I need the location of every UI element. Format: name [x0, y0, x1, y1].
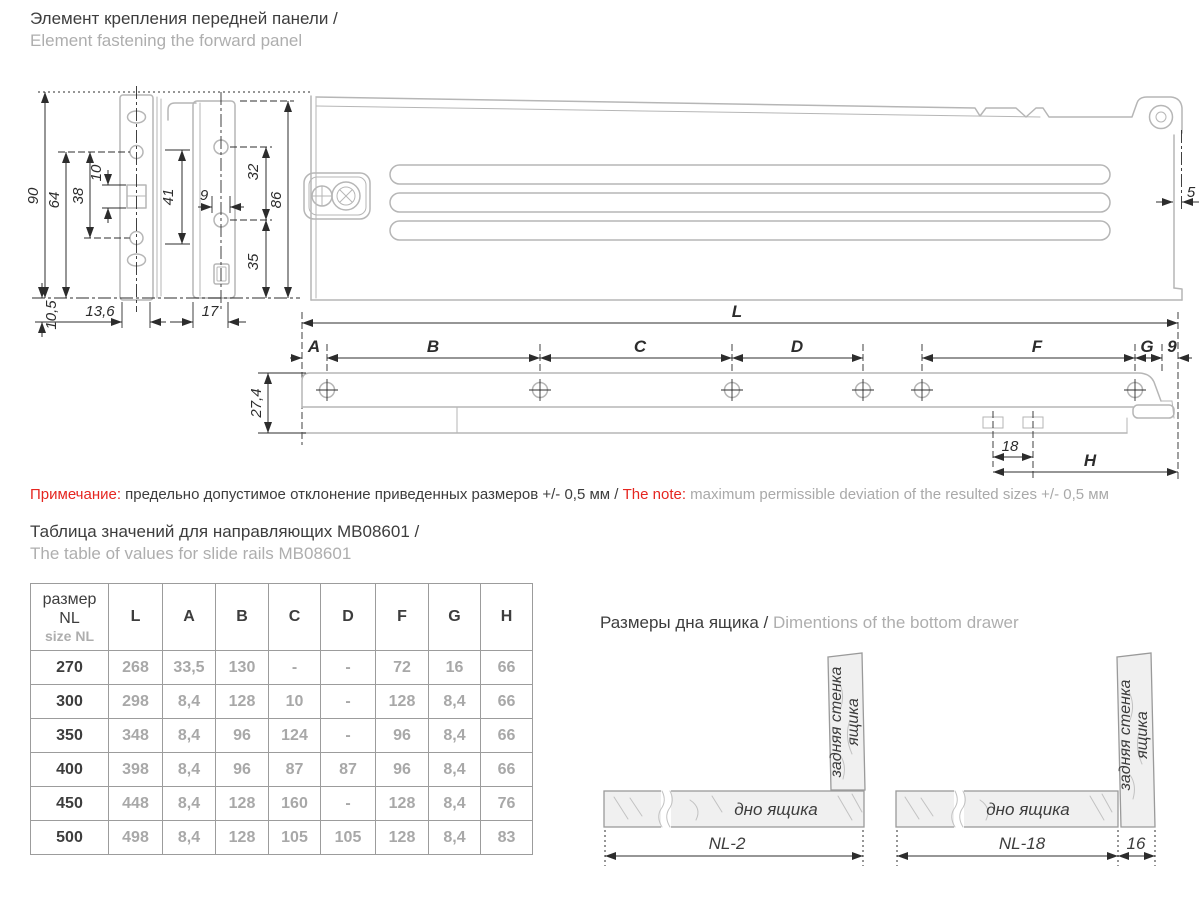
note-label-en: The note: — [622, 486, 687, 503]
cell: - — [321, 787, 376, 821]
header-col-A: A — [163, 584, 216, 651]
rail-hole-pattern-view — [248, 302, 1192, 480]
rail-side-view — [304, 96, 1182, 300]
dim-L: L — [731, 302, 743, 321]
row-nl: 270 — [31, 651, 109, 685]
table-title — [30, 521, 419, 565]
dim-9b: 9 — [1167, 337, 1177, 356]
table-row — [31, 719, 533, 753]
back-wall-label-line1: задняя стенка — [828, 666, 845, 778]
dim-90: 90 — [25, 187, 42, 205]
header-col-C: C — [269, 584, 321, 651]
row-nl: 300 — [31, 685, 109, 719]
cell: 66 — [481, 719, 533, 753]
header-size-nl: размер NL size NL — [31, 584, 109, 651]
dim-B: B — [426, 337, 440, 356]
note-text-en: maximum permissible deviation of the resulted sizes +/- 0,5 мм — [686, 486, 1109, 503]
dim-C: C — [633, 337, 647, 356]
cell: 8,4 — [429, 719, 481, 753]
dim-9: 9 — [199, 187, 209, 204]
header-col-L: L — [109, 584, 163, 651]
cell: 8,4 — [429, 821, 481, 855]
cell: 128 — [216, 821, 269, 855]
cell: 348 — [109, 719, 163, 753]
cell: - — [321, 719, 376, 753]
cell: 8,4 — [429, 753, 481, 787]
dim-A: A — [307, 337, 321, 356]
cell: 128 — [216, 685, 269, 719]
cell: - — [321, 651, 376, 685]
cell: 448 — [109, 787, 163, 821]
header-col-D: D — [321, 584, 376, 651]
diagram-nl2 — [604, 653, 865, 866]
values-table — [30, 583, 533, 855]
cell: 96 — [216, 719, 269, 753]
cell: 8,4 — [163, 685, 216, 719]
dim-17: 17 — [201, 303, 219, 320]
table-row — [31, 821, 533, 855]
table-row — [31, 651, 533, 685]
cell: 66 — [481, 753, 533, 787]
cell: 128 — [376, 787, 429, 821]
dim-D: D — [790, 337, 804, 356]
cell: 87 — [321, 753, 376, 787]
dim-F: F — [1031, 337, 1043, 356]
note-text-ru: предельно допустимое отклонение приведенных размеров +/- 0,5 мм / — [121, 486, 623, 503]
dim-10-5: 10,5 — [43, 300, 60, 330]
dim-86: 86 — [268, 191, 285, 209]
cell: 298 — [109, 685, 163, 719]
cell: - — [321, 685, 376, 719]
cell: 398 — [109, 753, 163, 787]
cell: 105 — [321, 821, 376, 855]
back-wall-label-line1: задняя стенка — [1117, 679, 1134, 791]
note-label-ru: Примечание: — [30, 486, 121, 503]
row-nl: 450 — [31, 787, 109, 821]
table-row — [31, 685, 533, 719]
dim-41: 41 — [160, 188, 177, 206]
drawer-title-ru: Размеры дна ящика / — [600, 613, 773, 632]
dim-5: 5 — [1186, 184, 1196, 201]
row-nl: 350 — [31, 719, 109, 753]
dim-G: G — [1140, 337, 1154, 356]
dim-27-4: 27,4 — [248, 388, 265, 418]
dim-32: 32 — [245, 163, 262, 181]
dim-64: 64 — [46, 191, 63, 209]
cell: 130 — [216, 651, 269, 685]
cell: 66 — [481, 685, 533, 719]
page-title-en: Element fastening the forward panel — [30, 31, 303, 50]
cell: 105 — [269, 821, 321, 855]
cell: 83 — [481, 821, 533, 855]
table-row — [31, 787, 533, 821]
adjustment-screws — [304, 173, 370, 219]
cell: 498 — [109, 821, 163, 855]
table-title-ru: Таблица значений для направляющих MB08601 / — [30, 522, 420, 541]
dim-nl18: NL-18 — [998, 834, 1046, 853]
dim-35: 35 — [245, 253, 262, 271]
cell: 128 — [376, 685, 429, 719]
bottom-board-label: дно ящика — [986, 800, 1070, 819]
cell: 76 — [481, 787, 533, 821]
back-wall-label-line2: ящика — [845, 698, 862, 746]
cell: 124 — [269, 719, 321, 753]
drawer-title-en: Dimentions of the bottom drawer — [772, 613, 1019, 632]
dim-38: 38 — [70, 187, 87, 205]
drawer-bottom-diagrams — [590, 640, 1200, 898]
table-row — [31, 753, 533, 787]
cell: 8,4 — [429, 787, 481, 821]
cell: 87 — [269, 753, 321, 787]
page-title-ru: Элемент крепления передней панели / — [30, 9, 338, 28]
cell: 96 — [376, 719, 429, 753]
cell: 128 — [376, 821, 429, 855]
cell: 8,4 — [163, 787, 216, 821]
bracket-centerlines — [137, 86, 222, 312]
cell: 8,4 — [163, 719, 216, 753]
dim-16: 16 — [1126, 834, 1146, 853]
cell: - — [269, 651, 321, 685]
table-header-row — [31, 584, 533, 651]
back-wall-label-line2: ящика — [1134, 711, 1151, 759]
cell: 128 — [216, 787, 269, 821]
cell: 8,4 — [163, 821, 216, 855]
dim-18: 18 — [1001, 438, 1019, 455]
table-title-en: The table of values for slide rails MB08601 — [30, 544, 352, 563]
cell: 160 — [269, 787, 321, 821]
cell: 8,4 — [429, 685, 481, 719]
diagram-nl18 — [896, 653, 1155, 866]
note — [30, 486, 1109, 503]
bracket-front-view — [120, 95, 235, 300]
rail-end-dimension — [1156, 130, 1199, 212]
cell: 72 — [376, 651, 429, 685]
cell: 33,5 — [163, 651, 216, 685]
cell: 96 — [216, 753, 269, 787]
cell: 10 — [269, 685, 321, 719]
cell: 8,4 — [163, 753, 216, 787]
header-col-G: G — [429, 584, 481, 651]
cell: 66 — [481, 651, 533, 685]
dim-10: 10 — [88, 164, 105, 182]
mounting-holes — [316, 379, 1146, 401]
dim-H: H — [1083, 451, 1097, 470]
row-nl: 500 — [31, 821, 109, 855]
cell: 16 — [429, 651, 481, 685]
cell: 268 — [109, 651, 163, 685]
bracket-dimensions — [25, 92, 312, 337]
header-col-H: H — [481, 584, 533, 651]
dim-13-6: 13,6 — [85, 303, 115, 320]
row-nl: 400 — [31, 753, 109, 787]
dim-nl2: NL-2 — [708, 834, 746, 853]
bottom-board-label: дно ящика — [734, 800, 818, 819]
cell: 96 — [376, 753, 429, 787]
drawer-section-title — [600, 612, 1019, 634]
header-col-B: B — [216, 584, 269, 651]
header-col-F: F — [376, 584, 429, 651]
